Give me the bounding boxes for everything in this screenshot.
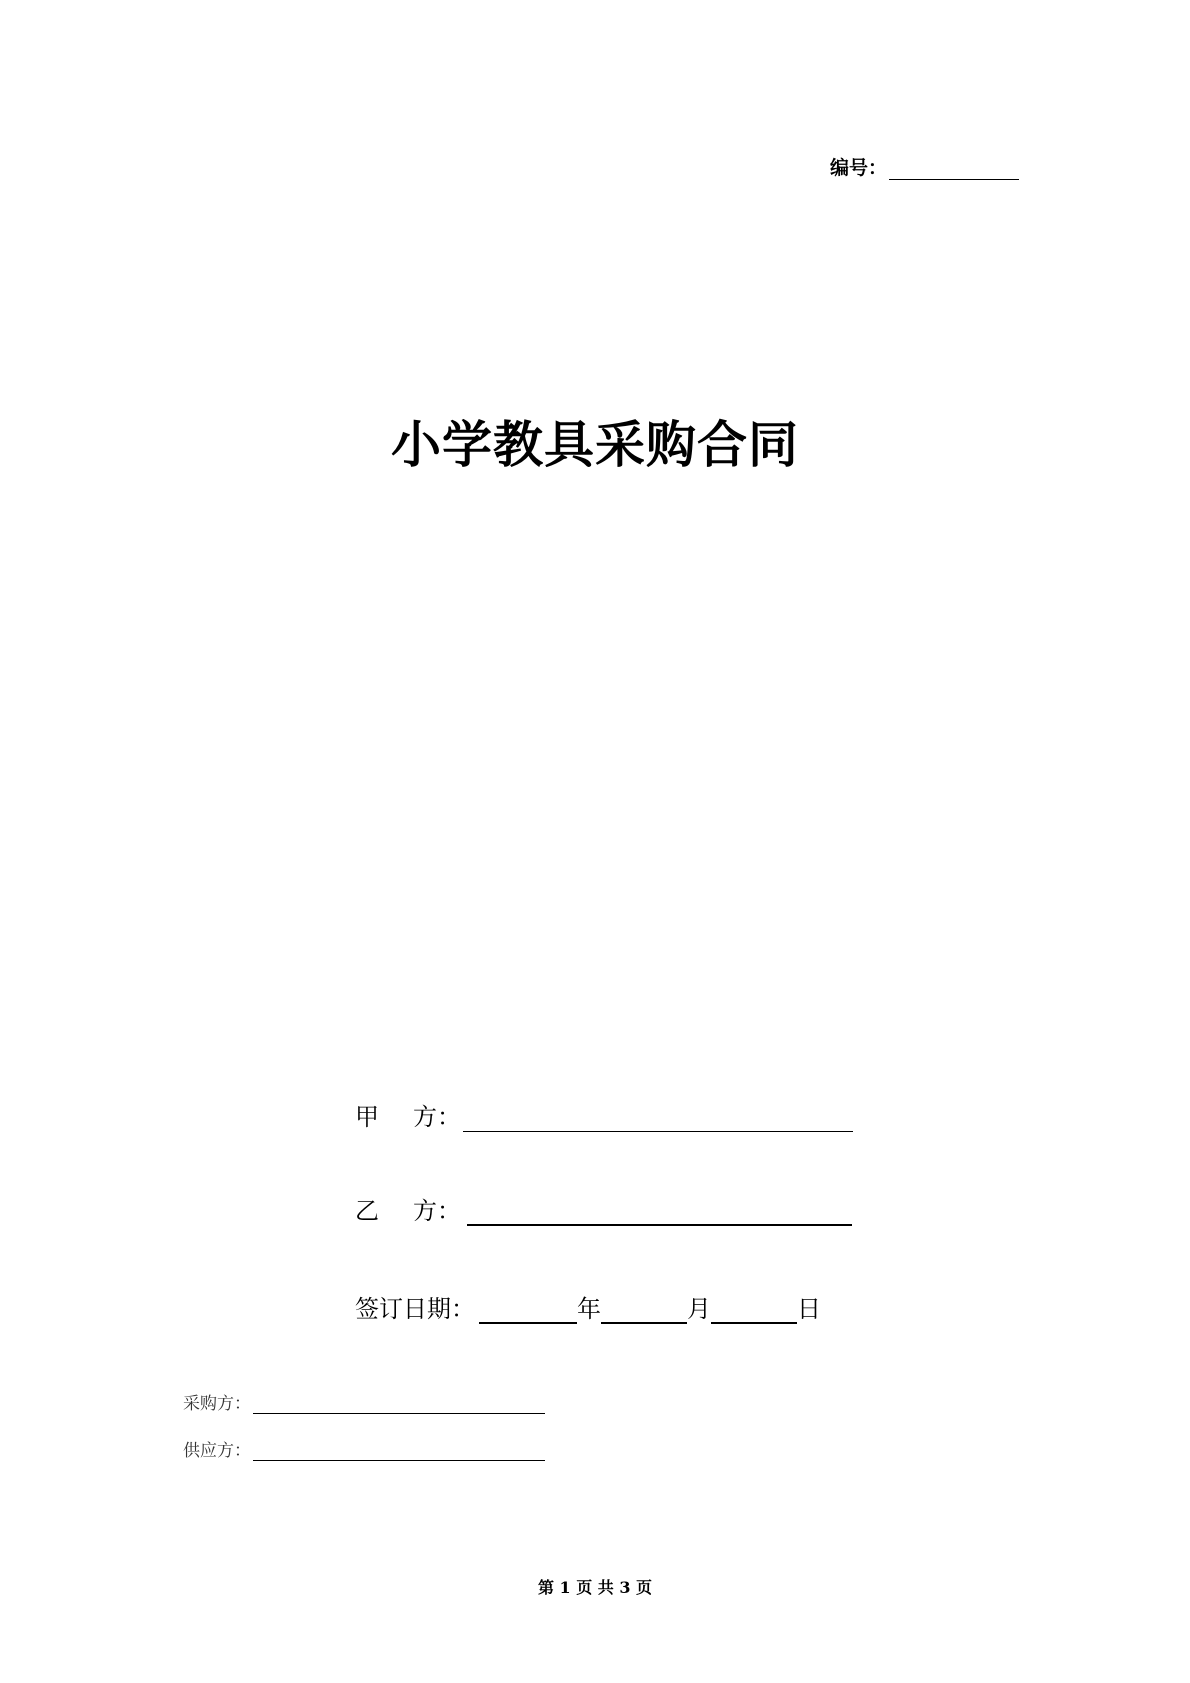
supplier-field [183, 1435, 545, 1461]
sign-date-field [355, 1288, 821, 1324]
party-a-label-first: 甲 [355, 1103, 379, 1131]
sign-month-unit: 月 [687, 1295, 711, 1323]
sign-month-blank[interactable] [601, 1294, 687, 1324]
party-b-blank[interactable] [467, 1196, 852, 1226]
page-footer: 第 1 页 共 3 页 [537, 1578, 653, 1597]
party-a-blank[interactable] [463, 1103, 853, 1132]
sign-year-blank[interactable] [479, 1294, 577, 1324]
party-a-label-second: 方： [413, 1103, 461, 1131]
sign-date-label: 签订日期： [355, 1295, 475, 1323]
serial-number-blank[interactable] [889, 159, 1019, 180]
supplier-label: 供应方： [183, 1441, 251, 1461]
party-b-label-first: 乙 [355, 1197, 379, 1225]
sign-year-unit: 年 [577, 1295, 601, 1323]
contract-title: 小学教具采购合同 [391, 415, 799, 474]
buyer-field [183, 1388, 545, 1414]
sign-day-blank[interactable] [711, 1294, 797, 1324]
sign-day-unit: 日 [797, 1295, 821, 1323]
party-a-field [355, 1096, 853, 1132]
party-b-label-second: 方： [413, 1197, 461, 1225]
buyer-blank[interactable] [253, 1395, 545, 1414]
supplier-blank[interactable] [253, 1442, 545, 1461]
serial-number-field [830, 154, 1019, 180]
buyer-label: 采购方： [183, 1394, 251, 1414]
party-b-field [355, 1190, 852, 1226]
serial-number-label: 编号： [830, 157, 888, 179]
